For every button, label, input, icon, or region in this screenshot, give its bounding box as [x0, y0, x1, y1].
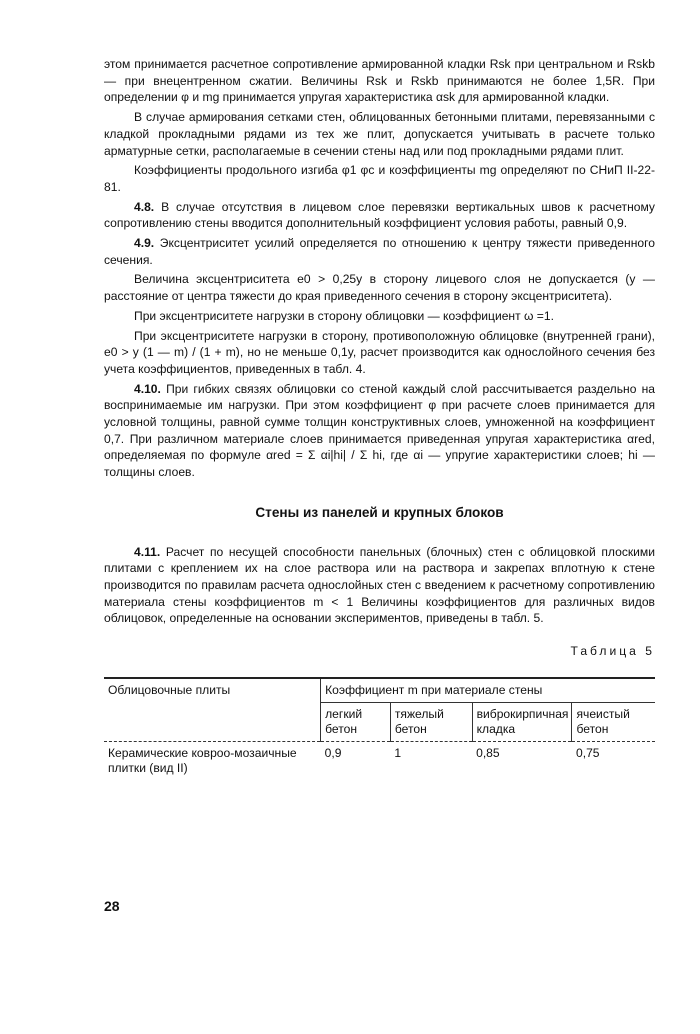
table-subheader: легкий бетон	[321, 702, 391, 741]
clause-text: Расчет по несущей способности панельных (блочных) стен с облицовкой плоскими плитами с креплением их на слое раствора или на раствора и закрепах вплотную к стене производится по правилам расчета однослойных стен с введением к расчетному сопротивлению материала стены коэффициентов m < 1 Величины коэффициентов для различных видов облицовок, определенные на основании экспериментов, приведены в табл. 5.	[104, 544, 655, 626]
clause-4-11	[104, 544, 655, 628]
table-subheader: виброкирпичная кладка	[472, 702, 572, 741]
clause-4-9	[104, 235, 655, 268]
coefficient-table	[104, 677, 655, 780]
paragraph-continuation: этом принимается расчетное сопротивление армированной кладки Rsk при центральном и Rskb — при внецентренном сжатии. Величины Rsk и Rskb принимаются не более 1,5R. При определении φ и mg принимается упругая характеристика αsk для армированной кладки.	[104, 57, 655, 105]
clause-4-8	[104, 199, 655, 232]
table-label: Таблица 5	[570, 644, 655, 659]
clause-text: При гибких связях облицовки со стеной каждый слой рассчитывается раздельно на воспринимаемые им нагрузки. При этом коэффициент φ при расчете слоев принимается для условной толщины, равной сумме толщин конструктивных слоев, умноженной на коэффициент 0,7. При различном материале слоев принимается приведенная упругая характеристика αred, определяемая по формуле αred = Σ αi|hi| / Σ hi, где αi — упругие характеристики слоев; hi — толщины слоев.	[104, 381, 655, 480]
section-heading: Стены из панелей и крупных блоков	[255, 504, 504, 520]
table-cell-name: Керамические ковроо-мозаичные плитки (вид II)	[104, 741, 321, 780]
clause-number: 4.9.	[134, 236, 155, 251]
clause-number: 4.11.	[134, 544, 161, 559]
paragraph-eccentricity-limit: Величина эксцентриситета e0 > 0,25y в сторону лицевого слоя не допускается (y — расстояние от центра тяжести до края приведенного сечения в сторону эксцентриситета).	[104, 272, 655, 304]
page-number: 28	[104, 898, 120, 914]
clause-4-10	[104, 381, 655, 481]
paragraph-coefficients: Коэффициенты продольного изгиба φ1 φc и коэффициенты mg определяют по СНиП II-22-81.	[104, 163, 655, 194]
table-header-material: Облицовочные плиты	[104, 678, 321, 742]
clause-text: В случае отсутствия в лицевом слое перевязки вертикальных швов к расчетному сопротивлению стены вводится дополнительный коэффициент условия работы, равный 0,9.	[104, 199, 655, 231]
paragraph-reinforcement: В случае армирования сетками стен, облицованных бетонными плитами, перевязанными с кладкой прокладными рядами из тех же плит, допускается учитывать в расчете только арматурные сетки, располагаемые в сечении стены над или под прокладными рядами плит.	[104, 110, 655, 158]
clause-number: 4.8.	[134, 199, 155, 214]
table-cell-value: 0,85	[472, 741, 572, 780]
table-header-row	[104, 678, 655, 703]
table-subheader: ячеистый бетон	[572, 702, 655, 741]
clause-text: Эксцентриситет усилий определяется по отношению к центру тяжести приведенного сечения.	[104, 236, 655, 267]
table-cell-value: 1	[390, 741, 472, 780]
table-cell-value: 0,9	[321, 741, 391, 780]
table-cell-value: 0,75	[572, 741, 655, 780]
document-page	[104, 56, 655, 780]
paragraph-eccentricity-facing: При эксцентриситете нагрузки в сторону облицовки — коэффициент ω =1.	[134, 308, 554, 323]
table-row	[104, 741, 655, 780]
table-subheader: тяжелый бетон	[390, 702, 472, 741]
table-header-group: Коэффициент m при материале стены	[321, 678, 655, 703]
paragraph-eccentricity-opposite: При эксцентриситете нагрузки в сторону, противоположную облицовке (внутренней грани), e0 > y (1 — m) / (1 + m), но не меньше 0,1y, расчет производится как однослойного сечения без учета коэффициентов, приведенных в табл. 4.	[104, 328, 655, 376]
clause-number: 4.10.	[134, 381, 161, 396]
